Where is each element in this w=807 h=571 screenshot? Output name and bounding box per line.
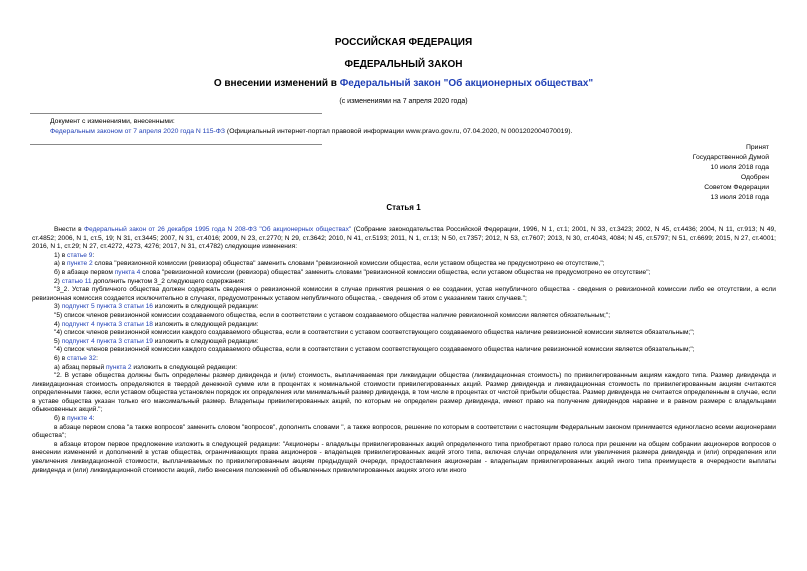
item-6b: б) в пункте 4: — [54, 415, 95, 423]
item-6a-quote: "2. В уставе общества должны быть определены размер дивиденда и (или) стоимость, выплачиваемая при ликвидации общества (ликвидационная стоимость) по привилегированным акциям каждого типа. Размер дивиденда и ликвидационная стоимость определяются в твердой денежной сумме или в процентах к номинальной стоимости привилегированных акций. Размер дивиденда и ликвидационная стоимость по привилегированным акциям считаются определенными также, если уставом общества установлен порядок их определения или минимальный размер дивиденда, в том числе в процентах от чистой прибыли общества. Размер дивиденда не считается определенным в случае, если в уставе общества указан только его максимальный размер. Владельцы привилегированных акций, по которым не определен размер дивиденда, имеют право на получение дивидендов наравне и в равном размере с владельцами обыкновенных акций."; — [32, 372, 776, 414]
item-6a-link[interactable]: пункта 2 — [105, 363, 132, 371]
item-5-quote: "4) список членов ревизионной комиссии каждого создаваемого общества, если в соответствии с уставом соответствующего создаваемого общества наличие ревизионной комиссии является обязательным;"; — [54, 346, 695, 354]
item-1b-link[interactable]: пункта 4 — [114, 268, 141, 276]
amendments-source: (Официальный интернет-портал правовой информации www.pravo.gov.ru, 07.04.2020, N 0001202004070019). — [225, 128, 573, 135]
adoption-council: Советом Федерации — [704, 184, 769, 191]
amendments-label: Документ с изменениями, внесенными: — [50, 118, 175, 125]
item-6b-para-2: в абзаце втором первое предложение изложить в следующей редакции: "Акционеры - владельцы привилегированных акций определенного типа приобретают право голоса при решении на общем собрании акционеров вопросов о внесении изменений и дополнений в устав общества, ограничивающих права акционеров - владельцев привилегированных акций этого типа, включая случаи определения или увеличения размера дивиденда и (или) определения или увеличения ликвидационной стоимости, выплачиваемых по привилегированным акциям предыдущей очереди, предоставления акционерам - владельцам привилегированных акций иного типа преимуществ в очередности выплаты дивиденда и (или) ликвидационной стоимости акций, либо внесения положений об объявленных привилегированных акциях этого или иного — [32, 440, 776, 474]
item-5: 5) подпункт 4 пункта 3 статьи 19 изложить в следующей редакции: — [54, 337, 259, 345]
divider-top — [30, 113, 322, 114]
item-2: 2) статью 11 дополнить пунктом 3_2 следующего содержания: — [54, 277, 246, 285]
item-6b-link[interactable]: пункте 4 — [67, 415, 93, 423]
item-4-link[interactable]: подпункт 4 пункта 3 статьи 18 — [61, 320, 153, 328]
item-6a: а) абзац первый пункта 2 изложить в следующей редакции: — [54, 363, 238, 371]
item-3: 3) подпункт 5 пункта 3 статьи 16 изложить в следующей редакции: — [54, 303, 259, 311]
country-heading: РОССИЙСКАЯ ФЕДЕРАЦИЯ — [334, 37, 473, 48]
article-body — [32, 226, 776, 475]
amendments-line — [50, 127, 790, 137]
item-1: 1) в статье 9: — [54, 251, 95, 259]
amendments-block — [50, 117, 790, 137]
item-3-quote: "5) список членов ревизионной комиссии создаваемого общества, если в соответствии с уставом создаваемого общества наличие ревизионной комиссии является обязательным;"; — [54, 311, 611, 319]
divider-bottom — [30, 144, 322, 145]
adoption-duma: Государственной Думой — [692, 154, 769, 161]
item-1a: а) в пункте 2 слова "ревизионной комиссии (ревизора) общества" заменить словами "ревизионной комиссии общества, если уставом общества не предусмотрено ее отсутствие,"; — [54, 260, 605, 268]
title-law-link[interactable]: Федеральный закон "Об акционерных обществах" — [339, 78, 594, 89]
item-4: 4) подпункт 4 пункта 3 статьи 18 изложить в следующей редакции: — [54, 320, 259, 328]
law-type-heading: ФЕДЕРАЛЬНЫЙ ЗАКОН — [344, 59, 463, 70]
item-1a-link[interactable]: пункте 2 — [67, 260, 93, 268]
adoption-accepted: Принят — [745, 144, 769, 151]
adoption-duma-date: 10 июля 2018 года — [710, 164, 769, 171]
revision-note: (с изменениями на 7 апреля 2020 года) — [339, 98, 468, 105]
adoption-council-date: 13 июля 2018 года — [710, 194, 769, 201]
item-5-link[interactable]: подпункт 4 пункта 3 статьи 19 — [61, 337, 153, 345]
adoption-approved: Одобрен — [740, 174, 769, 181]
item-1b: б) в абзаце первом пункта 4 слова "ревизионной комиссии (ревизора) общества" заменить словами "ревизионной комиссии общества, если уставом общества не предусмотрено ее отсутствие"; — [54, 268, 651, 276]
article-title: Статья 1 — [386, 203, 421, 212]
title-prefix: О внесении изменений в — [213, 78, 340, 89]
base-law-link[interactable]: Федеральный закон от 26 декабря 1995 года N 208-ФЗ "Об акционерных обществах" — [84, 226, 352, 233]
item-6b-para-1: в абзаце первом слова "а также вопросов" заменить словом "вопросов", дополнить словами ", а также вопросов, решение по которым в соответствии с настоящим Федеральным законом принимается единогласно всеми акционерами общества"; — [32, 423, 776, 440]
item-4-quote: "4) список членов ревизионной комиссии каждого создаваемого общества, если в соответствии с уставом соответствующего создаваемого общества наличие ревизионной комиссии является обязательным;"; — [54, 329, 695, 337]
item-3-link[interactable]: подпункт 5 пункта 3 статьи 16 — [61, 303, 153, 311]
document-title — [0, 78, 807, 89]
amending-law-link[interactable]: Федеральным законом от 7 апреля 2020 года N 115-ФЗ — [50, 128, 226, 135]
item-1-link[interactable]: статье 9 — [67, 251, 93, 259]
item-2-quote: "3_2. Устав публичного общества должен содержать сведения о ревизионной комиссии в случае принятия решения о ее создании, устав непубличного общества - сведения о ревизионной комиссии либо ее отсутствии, а если ревизионная комиссия создается исключительно в случаях, предусмотренных уставом непубличного общества, - сведения об этом с указанием таких случаев."; — [32, 286, 776, 302]
item-6: 6) в статье 32: — [54, 354, 98, 362]
adoption-block — [693, 143, 769, 203]
article-intro: Внести в Федеральный закон от 26 декабря 1995 года N 208-ФЗ "Об акционерных обществах" (Собрание законодательства Российской Федерации, 1996, N 1, ст.1; 2001, N 33, ст.3423; 2002, N 45, ст.4436; 2004, N 11, ст.913; N 49, ст.4852; 2006, N 1, ст.5, 19; N 31, ст.3445; 2007, N 31, ст.4016; 2009, N 23, ст.2770; N 29, ст.3642; 2010, N 41, ст.5193; 2011, N 1, ст.13; N 50, ст.7357; 2012, N 53, ст.7607; 2013, N 30, ст.4043, 4084; N 45, ст.5797; N 51, ст.6699; 2015, N 27, ст.4001; 2016, N 1, ст.29; N 27, ст.4272, 4273, 4276; 2017, N 31, ст.4782) следующие изменения: — [32, 226, 776, 251]
item-2-link[interactable]: статью 11 — [61, 277, 92, 285]
item-6-link[interactable]: статье 32 — [67, 354, 97, 362]
